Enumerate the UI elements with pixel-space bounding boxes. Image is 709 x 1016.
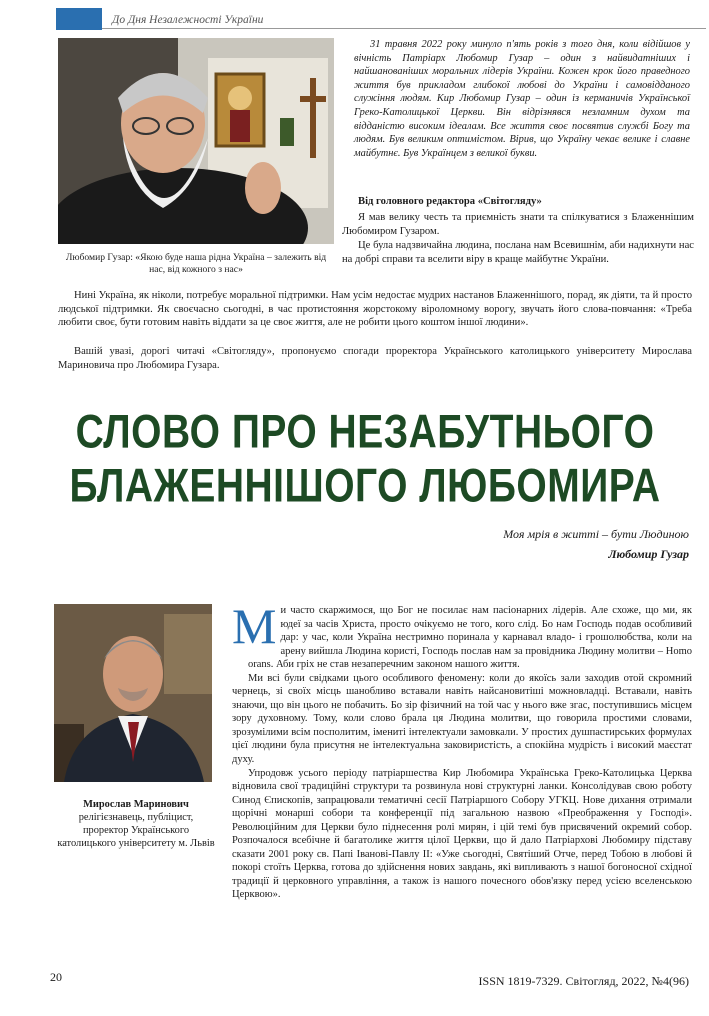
author-block [56,798,216,850]
author-role: релігієзнавець, публіцист, проректор Українського католицького університету м. Львів [57,812,215,849]
photo-lubomyr-husar [58,38,334,244]
epigraph-quote: Моя мрія в житті – бути Людиною [503,527,689,541]
editor-heading: Від головного редактора «Світогляду» [358,196,542,207]
page-number: 20 [50,970,62,984]
article-title-line-1: СЛОВО ПРО НЕЗАБУТНЬОГО [75,406,655,459]
issn-footer: ISSN 1819-7329. Світогляд, 2022, №4(96) [478,974,689,988]
author-name: Мирослав Маринович [83,799,189,810]
body-paragraph-1: и часто скаржимося, що Бог не посилає нам пасіонарних лідерів. Але схоже, що ми, як юдеї за часів Христа, просто очікуємо не того, кого слід. Бо нам Господь подав особливий дар: у час, коли Україна нестримно поринала у карнавал владо- і грошолюбства, коли на арену вийшла Людина користі, Господь послав нам за провідника Людину молитви – Homo orans. Аби гріх не став незаперечним законом нашого життя. [248,605,692,671]
editor-paragraph-1: Я мав велику честь та приємність знати та спілкуватися з Блаженнішим Любомиром Гузаром. [342,212,694,237]
epigraph-author: Любомир Гузар [608,547,689,561]
photo-myroslav-marynovych [54,604,212,782]
drop-cap: М [232,598,277,654]
epigraph [503,524,689,564]
header-rule [102,28,706,29]
editor-paragraph-4: Вашій увазі, дорогі читачі «Світогляду», пропонуємо спогади проректора Українського католицького університету Мирослава Мариновича про Любомира Гузара. [58,346,692,371]
intro-text: 31 травня 2022 року минуло п'ять років з того дня, коли відійшов у вічність Патріарх Любомир Гузар – один з найвидатніших і найшанованіших моральних лідерів України. Кожен крок його праведного життя був прикладом глибокої любові до України і самовідданого служіння людям. Кир Любомир Гузар – один із керманичів Української Греко-Католицької Церкви. Він відрізнявся незламним духом та відданістю високим ідеалам. Все життя своє посвятив службі Богу та людям. Був великим оптимістом. Вірив, що Україну чекає велике і славне майбутнє. Був Українцем з великої букви. [354,39,690,159]
editor-paragraph-2: Це була надзвичайна людина, послана нам Всевишнім, аби надихнути нас на добрі справи та вселити віру в краще майбутнє України. [342,240,694,265]
article-body [232,598,692,902]
body-paragraph-2: Ми всі були свідками цього особливого феномену: коли до якоїсь зали заходив отой скромний чернець, зі своїх місць шанобливо вставали навіть найсановитіші можновладці. Вставали, навіть знаючи, що він цього не побачить. Бо зір фізичний на той час у нього вже згас, поступившись місцем зору духовному. Тому, коли слово брала ця Людина молитви, що говорила простими словами, зрозумілими всім посполитим, імениті інтелектуали замовкали. У простих душпастирських формулах цієї людини була присутня не інтелектуальна заковиристість, а спокійна мудрість і високий маєстат духу. [232,672,692,766]
article-title-line-2: БЛАЖЕННІШОГО ЛЮБОМИРА [69,460,661,513]
body-paragraph-3: Упродовж усього періоду патріаршества Кир Любомира Українська Греко-Католицька Церква відновила свої традиційні структури та розвинула нові структурні ланки. Консолідував свою роботу Синод Єпископів, запрацювали тематичні сесії Патріаршого Собору УГКЦ. Нове дихання отримали щорічні монарші собори та конференції під загальною назвою «Преображення у Господі». Революційним для Церкви було піднесення ролі мирян, і цій темі був присвячений окремий собор. Розпочалося всебічне й багатолике життя цілої Церкви, що й дало Патріархові Любомиру підставу сказати 2001 року св. Папі Іванові-Павлу II: «Уже сьогодні, Святіший Отче, перед Тобою в любові й покорі стоїть Церква, готова до здійснення нових завдань, які випливають з нашої богоносної східної традиції й церковного управління, а також із нашого почесного обов'язку перед усією вселенською Церквою». [232,767,692,901]
header-accent-bar [56,8,102,30]
section-header: До Дня Незалежності України [112,14,264,26]
editor-paragraph-3: Нині Україна, як ніколи, потребує моральної підтримки. Нам усім недостає мудрих настанов Блаженнішого, порад, як діяти, та й просто людської підтримки. Як своєчасно сьогодні, в час протистояння жорстокому віроломному ворогу, звучать його слова-повчання: «Треба любити своє, бути готовим навіть віддати за це своє життя, але не робити цього коштом іншої людини». [58,290,692,329]
photo-caption: Любомир Гузар: «Якою буде наша рідна Україна – залежить від нас, від кожного з нас» [65,252,327,275]
